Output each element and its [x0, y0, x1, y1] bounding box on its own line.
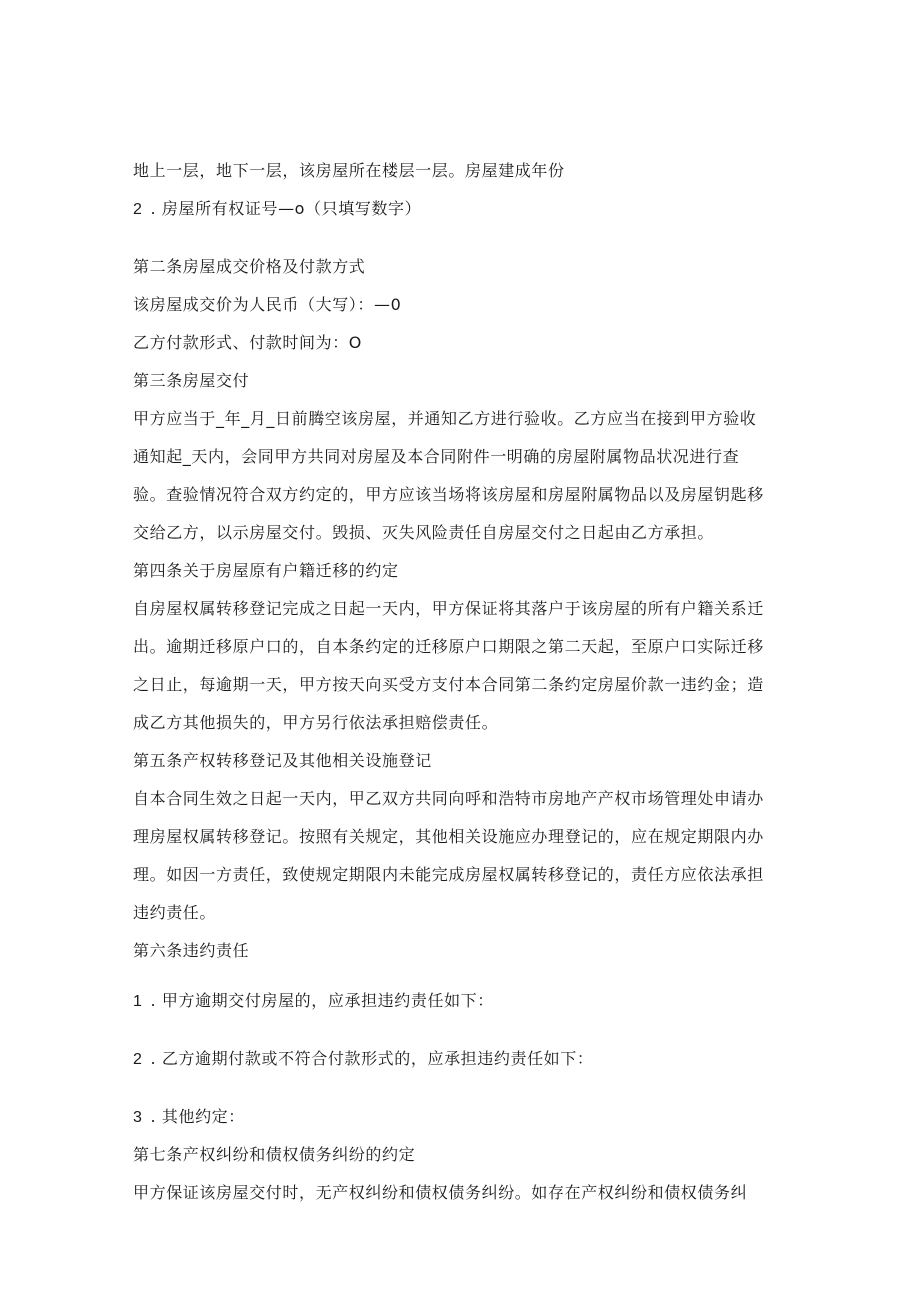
paragraph-line: 理。如因一方责任，致使规定期限内未能完成房屋权属转移登记的，责任方应依法承担: [133, 865, 764, 884]
section-heading: 第四条关于房屋原有户籍迁移的约定: [133, 561, 399, 580]
contract-body: [133, 156, 783, 1208]
paragraph-line: 出。逾期迁移原户口的，自本条约定的迁移原户口期限之第二天起，至原户口实际迁移: [133, 637, 764, 656]
item-number: 2: [133, 201, 143, 218]
paragraph-line: 自本合同生效之日起一天内，甲乙双方共同向呼和浩特市房地产产权市场管理处申请办: [133, 789, 764, 808]
paragraph-line: 违约责任。: [133, 903, 217, 922]
paragraph-line: 成乙方其他损失的，甲方另行依法承担赔偿责任。: [133, 713, 499, 732]
item-text: . 其他约定：: [150, 1107, 245, 1126]
numbered-item: [133, 194, 783, 224]
item-text: . 房屋所有权证号—o（只填写数字）: [150, 199, 422, 218]
paragraph-line: 验。查验情况符合双方约定的，甲方应该当场将该房屋和房屋附属物品以及房屋钥匙移: [133, 485, 764, 504]
section-heading: 第二条房屋成交价格及付款方式: [133, 257, 366, 276]
section-heading: 第五条产权转移登记及其他相关设施登记: [133, 751, 432, 770]
numbered-item: [133, 1044, 783, 1074]
paragraph-line: 之日止，每逾期一天，甲方按天向买受方支付本合同第二条约定房屋价款一违约金；造: [133, 675, 764, 694]
text-line: 该房屋成交价为人民币（大写）：—0: [133, 295, 402, 314]
item-text: . 乙方逾期付款或不符合付款形式的，应承担违约责任如下：: [150, 1049, 594, 1068]
numbered-item: [133, 986, 783, 1016]
item-number: 2: [133, 1051, 143, 1068]
section-heading: 第六条违约责任: [133, 941, 250, 960]
section-heading: 第三条房屋交付: [133, 371, 250, 390]
item-text: . 甲方逾期交付房屋的，应承担违约责任如下：: [150, 991, 494, 1010]
section-heading: 第七条产权纠纷和债权债务纠纷的约定: [133, 1145, 416, 1164]
item-number: 3: [133, 1109, 143, 1126]
paragraph-line: 理房屋权属转移登记。按照有关规定，其他相关设施应办理登记的，应在规定期限内办: [133, 827, 764, 846]
paragraph-line: 甲方应当于_年_月_日前腾空该房屋，并通知乙方进行验收。乙方应当在接到甲方验收: [133, 409, 757, 428]
paragraph-line: 甲方保证该房屋交付时，无产权纠纷和债权债务纠纷。如存在产权纠纷和债权债务纠: [133, 1183, 748, 1202]
item-number: 1: [133, 993, 143, 1010]
paragraph-line: 交给乙方，以示房屋交付。毁损、灭失风险责任自房屋交付之日起由乙方承担。: [133, 523, 715, 542]
numbered-item: [133, 1102, 783, 1132]
paragraph-line: 通知起_天内，会同甲方共同对房屋及本合同附件一明确的房屋附属物品状况进行查: [133, 447, 740, 466]
text-line: 地上一层，地下一层，该房屋所在楼层一层。房屋建成年份: [133, 161, 565, 180]
paragraph-line: 自房屋权属转移登记完成之日起一天内，甲方保证将其落户于该房屋的所有户籍关系迁: [133, 599, 764, 618]
text-line: 乙方付款形式、付款时间为：O: [133, 333, 362, 352]
